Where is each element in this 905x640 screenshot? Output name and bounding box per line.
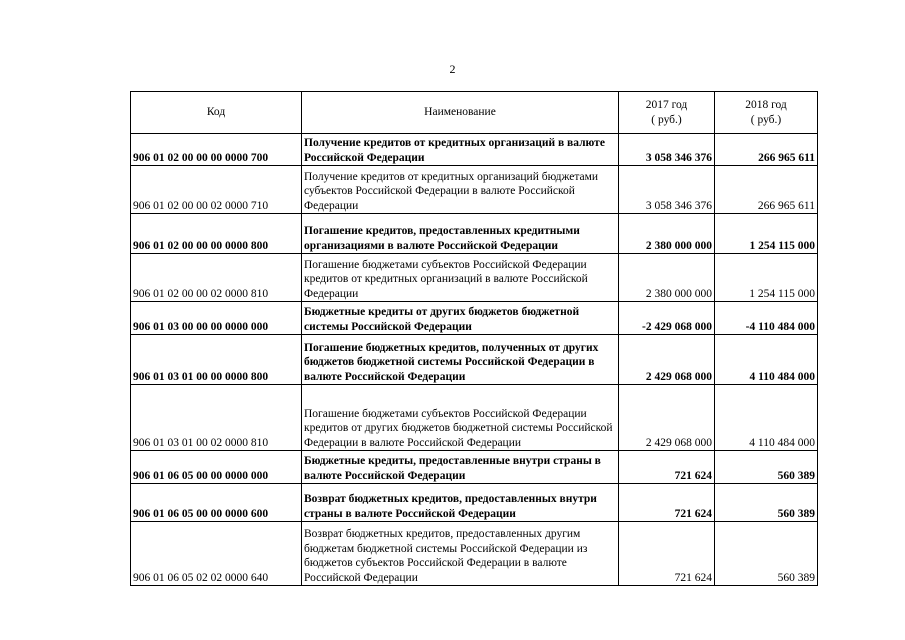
row-code: 906 01 06 05 00 00 0000 600 <box>131 484 302 522</box>
table-row <box>131 484 818 522</box>
row-name: Бюджетные кредиты от других бюджетов бюджетной системы Российской Федерации <box>302 302 619 335</box>
row-value-2018: 266 965 611 <box>715 134 818 166</box>
page-number: 2 <box>449 62 456 76</box>
row-value-2018: 266 965 611 <box>715 166 818 214</box>
row-code: 906 01 02 00 00 02 0000 710 <box>131 166 302 214</box>
table-row <box>131 451 818 484</box>
header-2017-unit: ( руб.) <box>651 113 682 126</box>
row-code: 906 01 06 05 02 02 0000 640 <box>131 522 302 586</box>
row-value-2017: 2 380 000 000 <box>619 254 715 302</box>
row-value-2017: 2 380 000 000 <box>619 214 715 254</box>
row-code: 906 01 02 00 00 02 0000 810 <box>131 254 302 302</box>
table-row <box>131 335 818 385</box>
row-value-2017: 3 058 346 376 <box>619 166 715 214</box>
header-2017 <box>619 92 715 134</box>
row-name: Бюджетные кредиты, предоставленные внутри страны в валюте Российской Федерации <box>302 451 619 484</box>
header-name: Наименование <box>302 92 619 134</box>
row-value-2018: 4 110 484 000 <box>715 335 818 385</box>
row-name: Погашение кредитов, предоставленных кредитными организациями в валюте Российской Федерации <box>302 214 619 254</box>
header-2017-year: 2017 год <box>645 98 688 111</box>
row-value-2017: 3 058 346 376 <box>619 134 715 166</box>
row-code: 906 01 03 01 00 02 0000 810 <box>131 385 302 451</box>
row-name: Возврат бюджетных кредитов, предоставленных внутри страны в валюте Российской Федерации <box>302 484 619 522</box>
row-name: Погашение бюджетами субъектов Российской Федерации кредитов от других бюджетов бюджетной системы Российской Федерации в валюте Российской Федерации <box>302 385 619 451</box>
table-row <box>131 302 818 335</box>
table-row <box>131 166 818 214</box>
table-row <box>131 522 818 586</box>
row-name: Возврат бюджетных кредитов, предоставленных другим бюджетам бюджетной системы Российской Федерации из бюджетов субъектов Российской Федерации в валюте Российской Федерации <box>302 522 619 586</box>
row-value-2017: 721 624 <box>619 451 715 484</box>
table-row <box>131 254 818 302</box>
row-value-2018: 560 389 <box>715 522 818 586</box>
table-row <box>131 385 818 451</box>
table-row <box>131 214 818 254</box>
row-value-2018: 4 110 484 000 <box>715 385 818 451</box>
row-value-2018: 1 254 115 000 <box>715 254 818 302</box>
header-2018 <box>715 92 818 134</box>
row-code: 906 01 03 01 00 00 0000 800 <box>131 335 302 385</box>
table-header-row <box>131 92 818 134</box>
row-name: Получение кредитов от кредитных организаций в валюте Российской Федерации <box>302 134 619 166</box>
row-value-2017: 721 624 <box>619 484 715 522</box>
row-value-2017: 721 624 <box>619 522 715 586</box>
row-value-2018: 1 254 115 000 <box>715 214 818 254</box>
row-value-2018: -4 110 484 000 <box>715 302 818 335</box>
header-code: Код <box>131 92 302 134</box>
row-name: Погашение бюджетных кредитов, полученных от других бюджетов бюджетной системы Российской Федерации в валюте Российской Федерации <box>302 335 619 385</box>
row-code: 906 01 02 00 00 00 0000 800 <box>131 214 302 254</box>
table-row <box>131 134 818 166</box>
row-value-2017: 2 429 068 000 <box>619 335 715 385</box>
row-code: 906 01 03 00 00 00 0000 000 <box>131 302 302 335</box>
row-value-2017: -2 429 068 000 <box>619 302 715 335</box>
row-value-2017: 2 429 068 000 <box>619 385 715 451</box>
header-2018-year: 2018 год <box>745 98 787 111</box>
row-name: Получение кредитов от кредитных организаций бюджетами субъектов Российской Федерации в валюте Российской Федерации <box>302 166 619 214</box>
row-value-2018: 560 389 <box>715 484 818 522</box>
row-value-2018: 560 389 <box>715 451 818 484</box>
row-code: 906 01 06 05 00 00 0000 000 <box>131 451 302 484</box>
row-name: Погашение бюджетами субъектов Российской Федерации кредитов от кредитных организаций в валюте Российской Федерации <box>302 254 619 302</box>
row-code: 906 01 02 00 00 00 0000 700 <box>131 134 302 166</box>
budget-sources-table <box>130 91 818 586</box>
header-2018-unit: ( руб.) <box>750 113 782 126</box>
